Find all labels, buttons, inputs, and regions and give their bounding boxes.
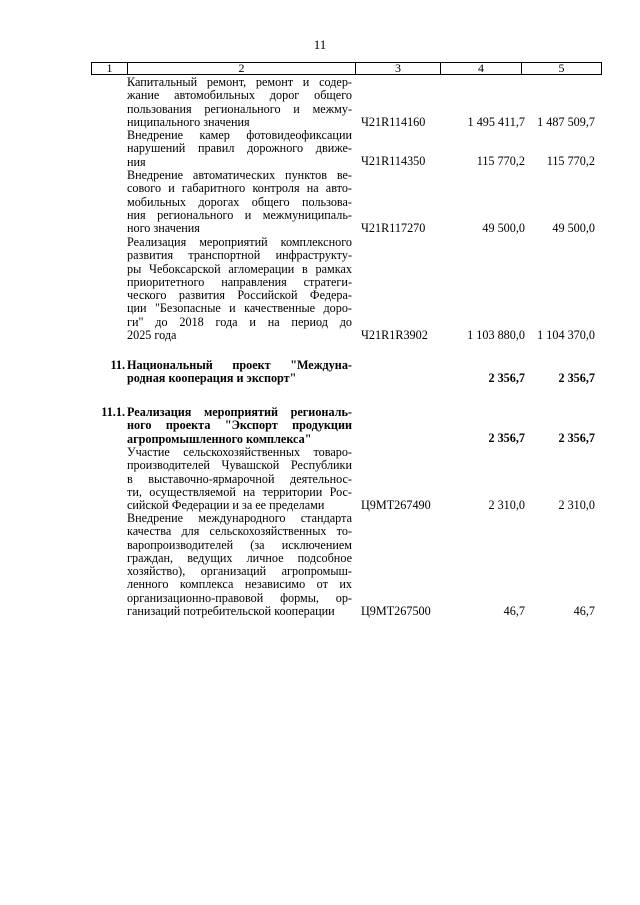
row-code: Ц9МТ267490 xyxy=(361,498,431,512)
header-col-5: 5 xyxy=(521,63,601,74)
row-description xyxy=(127,169,352,235)
text-line: 2025 года xyxy=(127,328,177,343)
row-code: Ч21R114350 xyxy=(361,154,426,168)
page-number: 11 xyxy=(313,37,327,52)
section-number: 11. xyxy=(110,358,125,372)
row-code: Ч21R1R3902 xyxy=(361,328,428,342)
row-value-col5: 115 770,2 xyxy=(546,154,595,168)
text-line: ленного комплекса независимо от их xyxy=(127,577,352,592)
row-value-col4: 1 495 411,7 xyxy=(467,115,525,129)
text-line: Внедрение международного стандарта xyxy=(127,511,352,525)
text-line: ги" до 2018 года и на период до xyxy=(127,314,352,329)
row-code: Ч21R114160 xyxy=(361,115,426,129)
text-line: ния xyxy=(127,154,146,169)
text-line: в выставочно-ярмарочной деятельнос- xyxy=(127,471,352,486)
text-line: хозяйство), организаций агропромыш- xyxy=(127,564,352,579)
row-value-col5: 1 104 370,0 xyxy=(537,328,595,342)
text-line: качества для сельскохозяйственных то- xyxy=(127,524,352,539)
text-line: агропромышленного комплекса" xyxy=(127,431,312,446)
section-title xyxy=(127,359,352,386)
text-line: пользования регионального и межму- xyxy=(127,101,352,116)
header-col-2: 2 xyxy=(127,63,355,74)
text-line: Внедрение камер фотовидеофиксации xyxy=(127,128,352,142)
row-code: Ч21R117270 xyxy=(361,221,426,235)
row-value-col4: 115 770,2 xyxy=(476,154,525,168)
text-line: Национальный проект "Междуна- xyxy=(127,358,352,372)
section-number: 11.1. xyxy=(101,405,125,419)
text-line: ния регионального и межмуниципаль- xyxy=(127,207,352,222)
section-value-col5: 2 356,7 xyxy=(558,371,595,385)
text-line: ти, осуществляемой на территории Рос- xyxy=(127,484,352,499)
row-value-col4: 46,7 xyxy=(503,604,525,618)
text-line: развития транспортной инфраструкту- xyxy=(127,248,352,263)
table-header xyxy=(91,62,602,75)
row-value-col5: 2 310,0 xyxy=(558,498,595,512)
text-line: Реализация мероприятий комплексного xyxy=(127,235,352,249)
text-line: организационно-правовой формы, ор- xyxy=(127,590,352,605)
text-line: мобильных дорогах общего пользова- xyxy=(127,194,352,209)
text-line: граждан, ведущих личное подсобное xyxy=(127,550,352,565)
text-line: ганизаций потребительской кооперации xyxy=(127,604,335,619)
row-value-col4: 1 103 880,0 xyxy=(467,328,525,342)
text-line: жание автомобильных дорог общего xyxy=(127,88,352,103)
text-line: ры Чебоксарской агломерации в рамках xyxy=(127,261,352,276)
text-line: ческого развития Российской Федера- xyxy=(127,288,352,303)
section-value-col5: 2 356,7 xyxy=(558,431,595,445)
row-description xyxy=(127,446,352,512)
row-value-col5: 49 500,0 xyxy=(552,221,595,235)
text-line: родная кооперация и экспорт" xyxy=(127,371,297,386)
section-value-col4: 2 356,7 xyxy=(488,371,525,385)
text-line: варопроизводителей (за исключением xyxy=(127,537,352,552)
text-line: ного проекта "Экспорт продукции xyxy=(127,418,352,433)
text-line: сового и габаритного контроля на авто- xyxy=(127,181,352,196)
row-description xyxy=(127,512,352,618)
row-code: Ц9МТ267500 xyxy=(361,604,431,618)
text-line: ного значения xyxy=(127,221,200,236)
section-value-col4: 2 356,7 xyxy=(488,431,525,445)
text-line: Участие сельскохозяйственных товаро- xyxy=(127,445,352,459)
text-line: сийской Федерации и за ее пределами xyxy=(127,498,325,513)
header-col-4: 4 xyxy=(440,63,521,74)
text-line: приоритетного направления стратеги- xyxy=(127,274,352,289)
row-value-col4: 2 310,0 xyxy=(488,498,525,512)
text-line: ниципального значения xyxy=(127,114,250,129)
text-line: Реализация мероприятий региональ- xyxy=(127,405,352,419)
text-line: Капитальный ремонт, ремонт и содер- xyxy=(127,75,352,89)
header-col-1: 1 xyxy=(106,61,113,75)
text-line: производителей Чувашской Республики xyxy=(127,458,352,473)
text-line: нарушений правил дорожного движе- xyxy=(127,141,352,156)
row-description xyxy=(127,236,352,342)
row-description xyxy=(127,129,352,169)
row-value-col5: 46,7 xyxy=(573,604,595,618)
row-value-col5: 1 487 509,7 xyxy=(537,115,595,129)
row-description xyxy=(127,76,352,129)
text-line: Внедрение автоматических пунктов ве- xyxy=(127,168,352,182)
header-col-3: 3 xyxy=(355,63,440,74)
text-line: ции "Безопасные и качественные доро- xyxy=(127,301,352,316)
row-value-col4: 49 500,0 xyxy=(482,221,525,235)
section-title xyxy=(127,406,352,446)
